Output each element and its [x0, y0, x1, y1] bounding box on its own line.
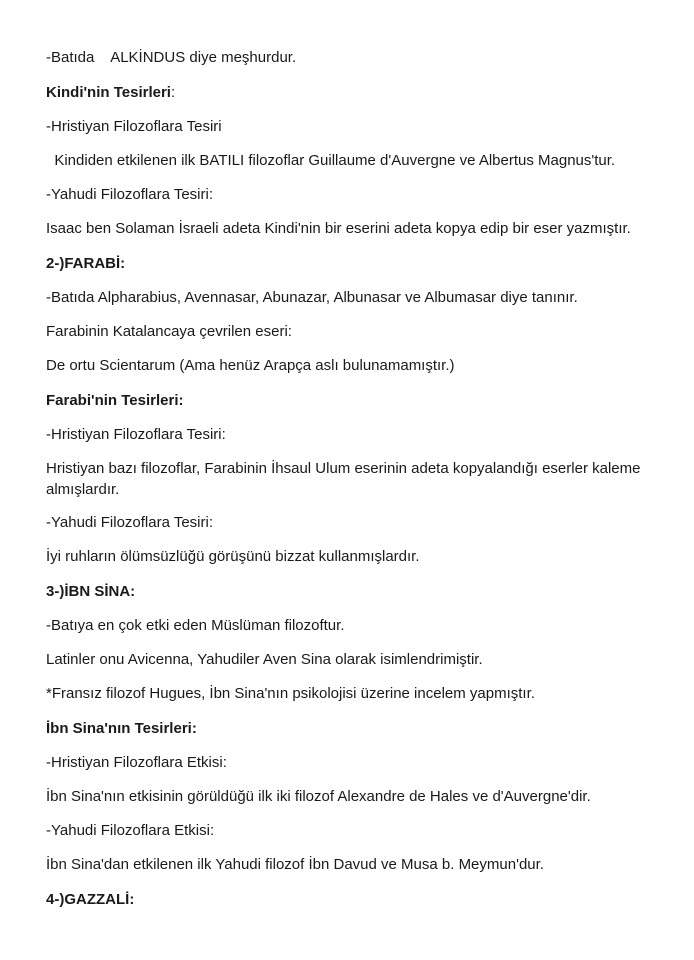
text-line: İbn Sina'nın etkisinin görüldüğü ilk iki filozof Alexandre de Hales ve d'Auvergne'dir. — [46, 788, 591, 805]
text-line: *Fransız filozof Hugues, İbn Sina'nın psikolojisi üzerine incelem yapmıştır. — [46, 685, 535, 702]
text-line: İyi ruhların ölümsüzlüğü görüşünü bizzat kullanmışlardır. — [46, 548, 420, 565]
text-line: -Batıda ALKİNDUS diye meşhurdur. — [46, 49, 297, 66]
text-line: Kindiden etkilenen ilk BATILI filozoflar Guillaume d'Auvergne ve Albertus Magnus'tur. — [46, 152, 616, 169]
section-heading — [46, 83, 175, 103]
text-line: -Hristiyan Filozoflara Etkisi: — [46, 754, 227, 771]
text-line: -Yahudi Filozoflara Etkisi: — [46, 822, 215, 839]
text-line: -Yahudi Filozoflara Tesiri: — [46, 186, 214, 203]
text-line: -Hristiyan Filozoflara Tesiri — [46, 118, 222, 135]
text-line: İbn Sina'dan etkilenen ilk Yahudi filozof İbn Davud ve Musa b. Meymun'dur. — [46, 856, 544, 873]
text-paragraph: Hristiyan bazı filozoflar, Farabinin İhsaul Ulum eserinin adeta kopyalandığı eserler kaleme almışlardır. — [46, 460, 641, 498]
section-heading: 4-)GAZZALİ: — [46, 891, 135, 908]
section-heading: Farabi'nin Tesirleri: — [46, 392, 184, 409]
text-line: Latinler onu Avicenna, Yahudiler Aven Sina olarak isimlendrimiştir. — [46, 651, 483, 668]
text-line: Isaac ben Solaman İsraeli adeta Kindi'nin bir eserini adeta kopya edip bir eser yazmıştır. — [46, 220, 631, 237]
text-line: De ortu Scientarum (Ama henüz Arapça aslı bulunamamıştır.) — [46, 357, 455, 374]
text-line: -Hristiyan Filozoflara Tesiri: — [46, 426, 226, 443]
text-line: -Batıya en çok etki eden Müslüman filozoftur. — [46, 617, 345, 634]
text-line: Farabinin Katalancaya çevrilen eseri: — [46, 323, 292, 340]
heading-colon: : — [170, 84, 176, 101]
text-line: -Yahudi Filozoflara Tesiri: — [46, 514, 214, 531]
section-heading: 2-)FARABİ: — [46, 255, 126, 272]
section-heading: 3-)İBN SİNA: — [46, 583, 136, 600]
section-heading: İbn Sina'nın Tesirleri: — [46, 720, 197, 737]
heading-text: Kindi'nin Tesirleri — [46, 84, 171, 101]
text-line: -Batıda Alpharabius, Avennasar, Abunazar, Albunasar ve Albumasar diye tanınır. — [46, 289, 578, 306]
